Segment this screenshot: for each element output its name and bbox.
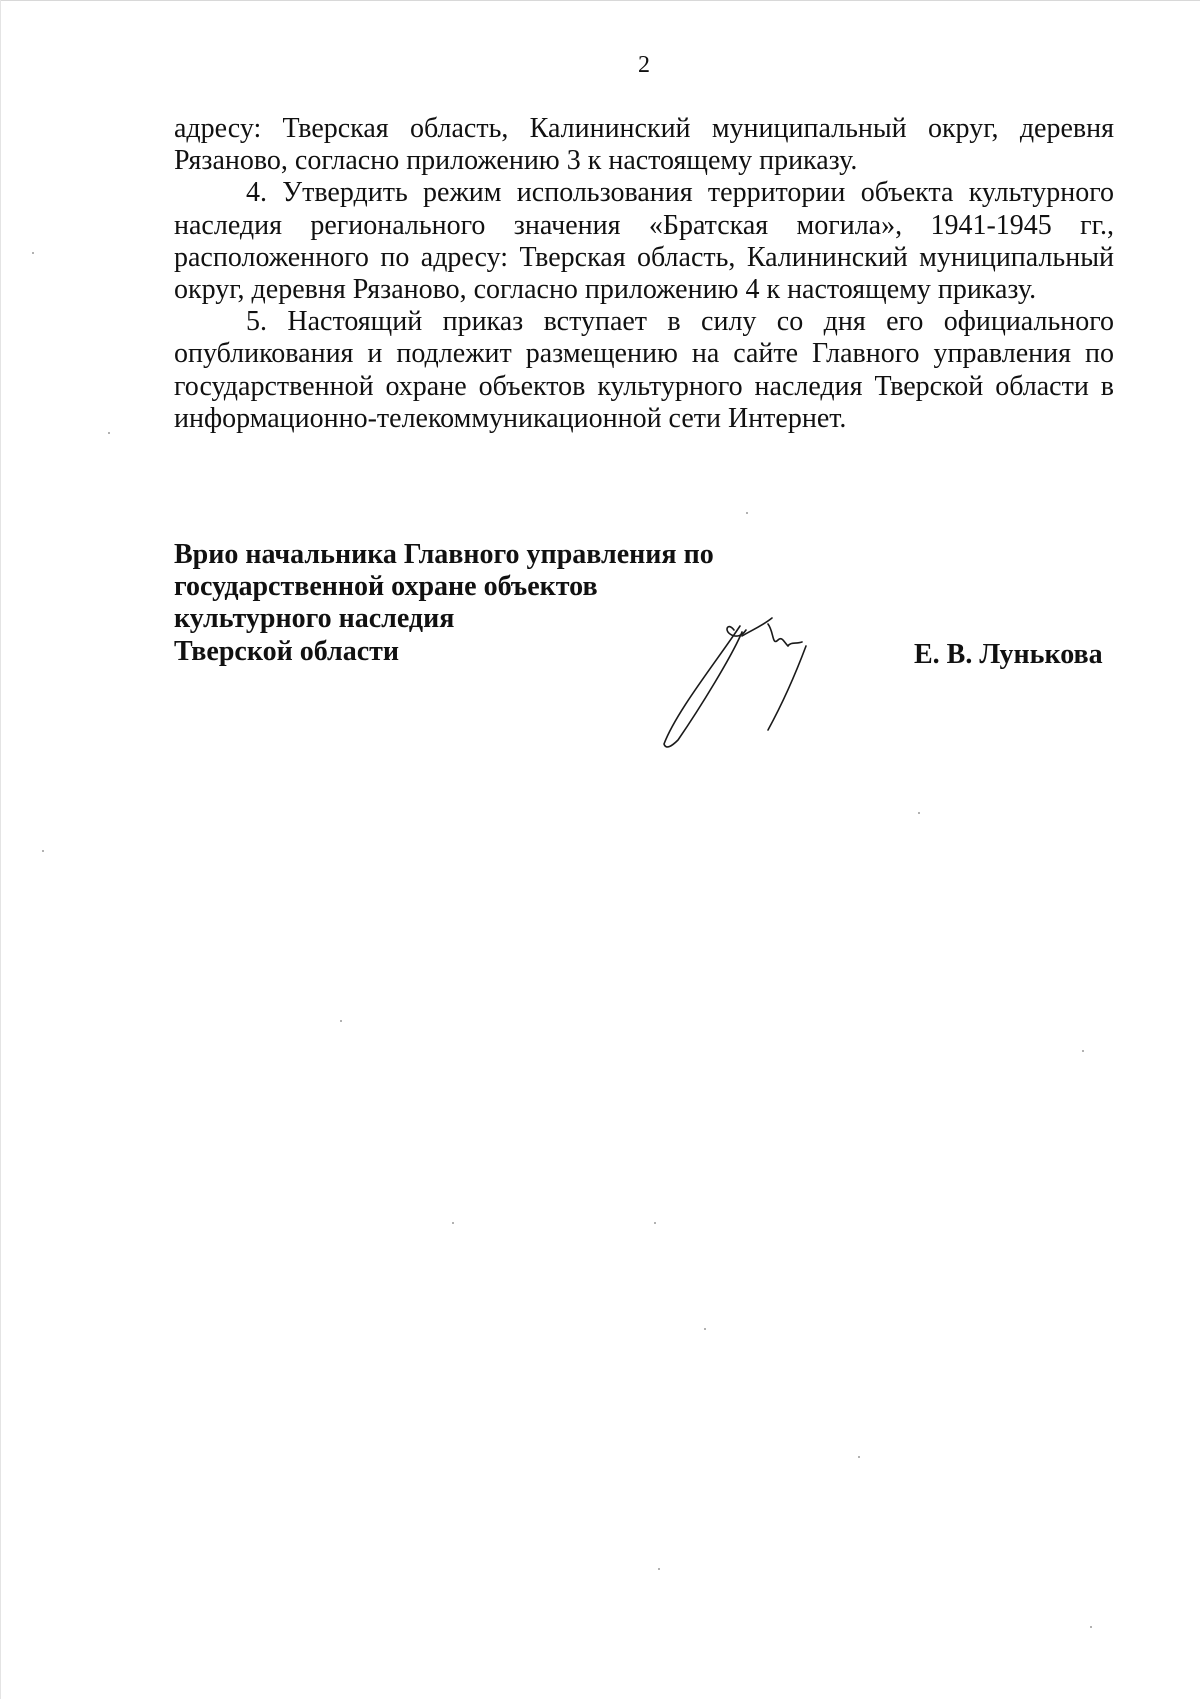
scan-speck [32,252,34,254]
scan-speck [452,1222,454,1224]
scan-speck [654,1222,656,1224]
scan-speck [746,512,748,514]
scan-speck [704,1328,706,1330]
signatory-title-line: Тверской области [174,635,400,667]
scan-speck [42,850,44,852]
scan-speck [658,1568,660,1570]
paragraph-continuation: адресу: Тверская область, Калининский муниципальный округ, деревня Рязаново, согласно приложению 3 к настоящему приказу. [174,113,1114,177]
signatory-title-line: Врио начальника Главного управления по [174,539,714,570]
signatory-title [174,539,734,668]
paragraph-item-4: 4. Утвердить режим использования территории объекта культурного наследия регионального значения «Братская могила», 1941-1945 гг., расположенного по адресу: Тверская область, Калининский муниципальный округ, деревня Рязаново, согласно приложению 4 к настоящему приказу. [174,177,1114,306]
scan-speck [108,432,110,434]
scan-speck [1090,1626,1092,1628]
scan-speck [858,1456,860,1458]
scan-edge-left [0,0,1,1699]
handwritten-signature [656,612,826,750]
scan-speck [340,1020,342,1022]
signatory-title-line: культурного наследия [174,603,455,635]
page-number: 2 [638,52,650,78]
signatory-title-line: государственной охране объектов [174,571,598,603]
scan-speck [918,812,920,814]
scan-edge-top [0,0,1200,1]
scan-speck [1082,1050,1084,1052]
document-body [174,113,1114,435]
paragraph-item-5: 5. Настоящий приказ вступает в силу со дня его официального опубликования и подлежит размещению на сайте Главного управления по государственной охране объектов культурного наследия Тверской области в информационно-телекоммуникационной сети Интернет. [174,306,1114,434]
signatory-name: Е. В. Лунькова [914,639,1103,670]
